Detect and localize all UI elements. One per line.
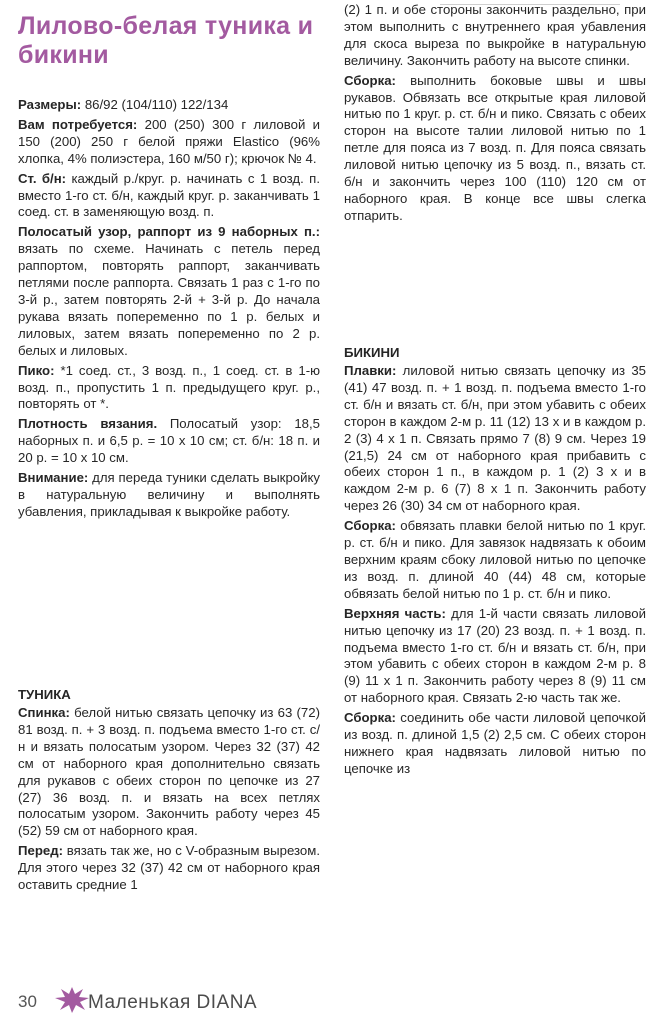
top-text: для 1-й части связать лиловой нитью цепочку из 17 (20) 23 возд. п. + 1 возд. п. подъема вместо 1-го ст. б/н и вязать ст. б/н, при этом убавить с обеих сторон в каждом 2-м р. 8 (9) 11 х 1 п. Закончить работу через 8 (9) 11 см от наборного края. Связать 2-ю часть так же. bbox=[344, 605, 646, 706]
assembly-text: выполнить боковые швы и швы рукавов. Обвязать все открытые края лиловой нитью по 1 круг. р. ст. б/н и пико. Связать с обеих сторон на высоте талии лиловой нитью по 1 петле для пояса из 7 возд. п. Для пояса связать лиловой нитью цепочку из 5 возд. п., вязать ст. б/н и закончить через 100 (110) 120 см от наборного края. В конце все швы слегка отпарить. bbox=[344, 72, 646, 223]
picot-text: *1 соед. ст., 3 возд. п., 1 соед. ст. в 1-ю возд. п., пропустить 1 п. предыдущего круг. р., повторять от *. bbox=[18, 362, 320, 412]
materials-paragraph bbox=[18, 117, 320, 168]
sc-paragraph bbox=[18, 171, 320, 222]
back-text: белой нитью связать цепочку из 63 (72) 81 возд. п. + 3 возд. п. подъема вместо 1-го ст. с/н и вязать полосатым узором. Через 32 (37) 42 см от наборного края дополнительно связать для рукавов с обеих сторон по цепочке из 27 (27) 36 возд. п. и вязать на всех петлях полосатым узором. Закончить работу через 45 (52) 59 см от наборного края. bbox=[18, 705, 320, 839]
sizes-text: 86/92 (104/110) 122/134 bbox=[81, 97, 229, 112]
back-paragraph bbox=[18, 705, 320, 840]
assembly3-label: Сборка: bbox=[344, 710, 396, 726]
attention-paragraph bbox=[18, 470, 320, 521]
briefs-text: лиловой нитью связать цепочку из 35 (41) 47 возд. п. + 1 возд. п. подъема вместо 1-го ст. б/н и вязать ст. б/н, при этом убавить с обеих сторон в каждом 2-м р. 11 (12) 13 х и в каждом р. 2 (3) 4 х 1 п. Связать прямо 7 (8) 9 см. Через 19 (21,5) 24 см от наборного края прибавить с обеих сторон 1 п., в каждом р. 1 (2) 3 х и в каждом 2-м р. 6 (7) 8 х 1 п. Закончить работу через 26 (30) 34 см от наборного края. bbox=[344, 363, 646, 514]
materials-text: 200 (250) 300 г лиловой и 150 (200) 250 г белой пряжи Elastico (96% хлопка, 4% полиэстера, 160 м/50 г); крючок № 4. bbox=[18, 116, 321, 166]
left-text-block bbox=[18, 97, 320, 524]
sizes-paragraph bbox=[18, 97, 320, 114]
gauge-text: Полосатый узор: 18,5 наборных п. и 6,5 р. = 10 х 10 см; ст. б/н: 18 п. и 20 р. = 10 х 10 см. bbox=[18, 416, 320, 466]
assembly2-paragraph bbox=[344, 518, 646, 603]
assembly2-label: Сборка: bbox=[344, 518, 396, 534]
assembly-paragraph bbox=[344, 73, 646, 225]
page-title: Лилово-белая туника и бикини bbox=[18, 12, 314, 69]
bikini-heading: БИКИНИ bbox=[344, 345, 400, 360]
briefs-paragraph bbox=[344, 363, 646, 515]
front-text: вязать так же, но с V-образным вырезом. Для этого через 32 (37) 42 см от наборного края оставить средние 1 bbox=[18, 843, 320, 893]
picot-label: Пико: bbox=[18, 362, 55, 378]
front-paragraph bbox=[18, 843, 320, 894]
briefs-label: Плавки: bbox=[344, 363, 397, 378]
top-label: Верхняя часть: bbox=[344, 605, 446, 621]
tunic-heading: ТУНИКА bbox=[18, 687, 71, 702]
page-number: 30 bbox=[18, 992, 37, 1011]
assembly-label: Сборка: bbox=[344, 72, 396, 88]
top-paragraph bbox=[344, 606, 646, 707]
sc-text: каждый р./круг. р. начинать с 1 возд. п. вместо 1-го ст. б/н, каждый круг. р. заканчивать 1 соед. ст. в заменяющую возд. п. bbox=[18, 170, 320, 220]
front-label: Перед: bbox=[18, 843, 63, 859]
back-label: Спинка: bbox=[18, 705, 70, 720]
stripe-paragraph bbox=[18, 224, 320, 359]
sc-label: Ст. б/н: bbox=[18, 170, 67, 186]
gauge-label: Плотность вязания. bbox=[18, 416, 158, 432]
gauge-paragraph bbox=[18, 416, 320, 467]
front-continuation: (2) 1 п. и обе стороны закончить раздельно, при этом выполнить с внутреннего края убавления для скоса выреза по выкройке в натуральную величину. Закончить работу на высоте спинки. bbox=[344, 2, 646, 68]
sizes-label: Размеры: bbox=[18, 97, 82, 112]
materials-label: Вам потребуется: bbox=[18, 116, 138, 132]
bikini-section bbox=[344, 344, 646, 781]
attention-text: для переда туники сделать выкройку в натуральную величину и выполнять убавления, прикладывая к выкройке работу. bbox=[18, 470, 320, 519]
assembly3-paragraph bbox=[344, 710, 646, 778]
splash-shape bbox=[55, 987, 89, 1013]
tunic-section bbox=[18, 686, 320, 897]
attention-label: Внимание: bbox=[18, 470, 89, 486]
stripe-text: вязать по схеме. Начинать с петель перед раппортом, повторять раппорт, заканчивать петлями после раппорта. Связать 1 раз с 1-го по 3-й р., затем повторять 2-й + 3-й р. До начала рукава вязать попеременно по 1 р. белых и лиловых, затем вязать попеременно по 2 р. белых и лиловых. bbox=[18, 241, 320, 358]
stripe-label: Полосатый узор, раппорт из 9 наборных п.: bbox=[18, 224, 320, 240]
assembly2-text: обвязать плавки белой нитью по 1 круг. р. ст. б/н и пико. Для завязок надвязать к обоим верхним краям сбоку лиловой нитью по цепочке из возд. п. длиной 40 (44) 48 см, которые обвязать белой нитью по 1 р. ст. б/н и пико. bbox=[344, 518, 646, 601]
right-top-block bbox=[344, 2, 646, 228]
assembly3-text: соединить обе части лиловой цепочкой из возд. п. длиной 1,5 (2) 2,5 см. С обеих сторон нижнего края надвязать лиловой нитью по цепочке из bbox=[344, 710, 646, 776]
magazine-name: Маленькая DIANA bbox=[88, 992, 258, 1013]
picot-paragraph bbox=[18, 363, 320, 414]
page-footer bbox=[18, 990, 318, 1012]
